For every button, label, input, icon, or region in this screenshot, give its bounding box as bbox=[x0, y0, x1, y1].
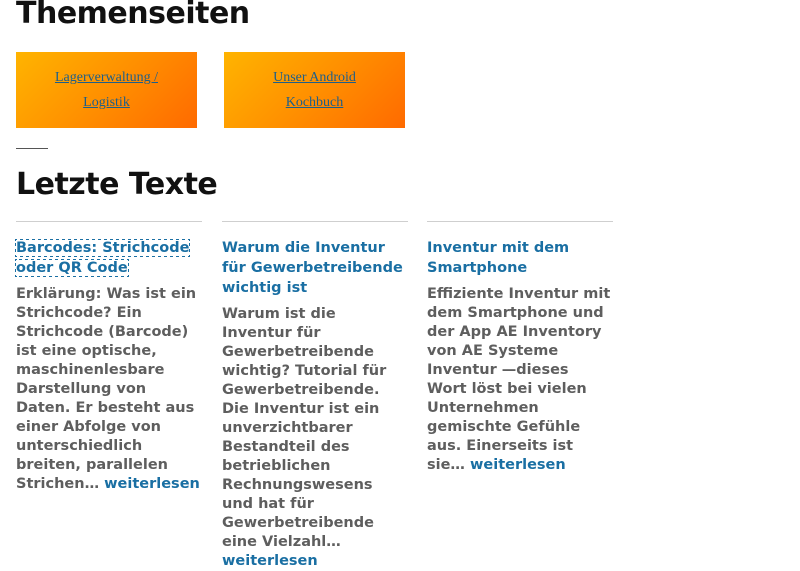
post-excerpt-text: Warum ist die Inventur für Gewerbetreibende wichtig? Tutorial für Gewerbetreibende. Die Inventur ist ein unverzichtbarer Bestandteil des betrieblichen Rechnungswesens und hat für Gewerbetreibende eine Vielzahl… bbox=[222, 306, 387, 550]
topic-link-line1: Unser Android bbox=[273, 70, 356, 85]
topics-heading: Themenseiten bbox=[16, 0, 250, 31]
topic-link-lagerverwaltung[interactable] bbox=[55, 65, 158, 115]
latest-posts-heading: Letzte Texte bbox=[16, 167, 218, 202]
section-divider bbox=[16, 148, 48, 149]
post-divider bbox=[427, 221, 613, 222]
post-excerpt bbox=[16, 285, 202, 494]
read-more-link[interactable]: weiterlesen bbox=[222, 553, 318, 569]
post-title-link[interactable] bbox=[222, 238, 408, 298]
post-excerpt bbox=[222, 305, 408, 571]
post-title-link[interactable] bbox=[427, 238, 613, 278]
post-excerpt-text: Erklärung: Was ist ein Strichcode? Ein Strichcode (Barcode) ist eine optische, maschinenlesbare Darstellung von Daten. Er besteht aus einer Abfolge von unterschiedlich breiten, parallelen Strichen… bbox=[16, 286, 197, 492]
topic-link-android-kochbuch[interactable] bbox=[273, 65, 356, 115]
topic-link-line2: Kochbuch bbox=[285, 95, 344, 110]
read-more-link[interactable]: weiterlesen bbox=[470, 457, 566, 473]
post-excerpt-text: Effiziente Inventur mit dem Smartphone und der App AE Inventory von AE Systeme Inventur —dieses Wort löst bei vielen Unternehmen gemischte Gefühle aus. Einerseits ist sie… bbox=[427, 286, 611, 473]
topic-card-android-kochbuch[interactable] bbox=[224, 52, 405, 128]
post-title-text: Inventur mit dem Smartphone bbox=[427, 240, 570, 276]
post-item-inventur-smartphone bbox=[427, 221, 613, 475]
post-item-inventur-gewerbetreibende bbox=[222, 221, 408, 571]
post-excerpt bbox=[427, 285, 613, 475]
post-title-link[interactable] bbox=[16, 238, 202, 278]
post-title-text: Warum die Inventur für Gewerbetreibende wichtig ist bbox=[222, 240, 403, 296]
topic-link-line2: Logistik bbox=[83, 95, 130, 110]
post-item-barcodes bbox=[16, 221, 202, 494]
read-more-link[interactable]: weiterlesen bbox=[104, 476, 200, 492]
topic-card-lagerverwaltung[interactable] bbox=[16, 52, 197, 128]
post-title-text: Barcodes: Strichcode oder QR Code bbox=[16, 240, 190, 276]
post-divider bbox=[222, 221, 408, 222]
topic-link-line1: Lagerverwaltung / bbox=[54, 70, 158, 85]
post-divider bbox=[16, 221, 202, 222]
